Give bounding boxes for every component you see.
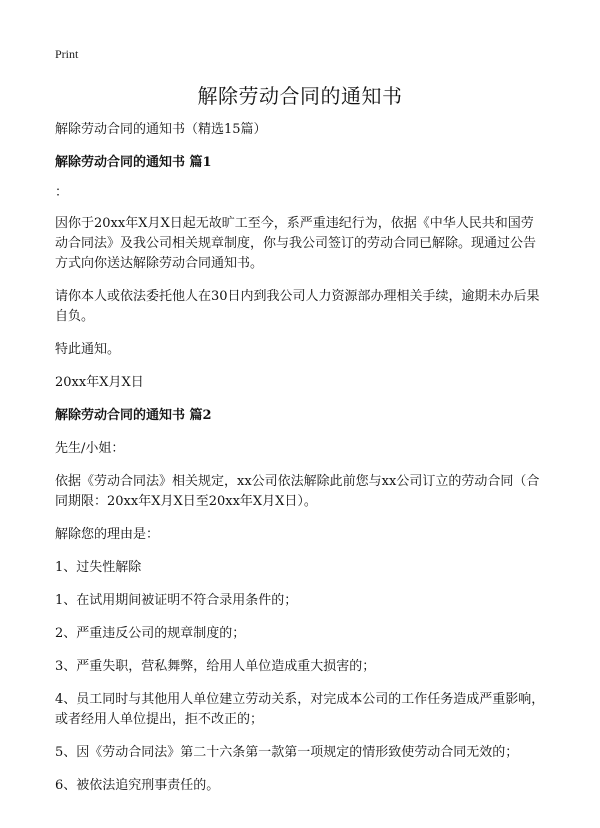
section-1-colon: ： [55, 185, 69, 200]
list-item: 6、被依法追究刑事责任的。 [55, 778, 220, 793]
document-title: 解除劳动合同的通知书 [197, 84, 403, 108]
section-1-date: 20xx年X月X日 [55, 375, 144, 390]
list-item: 1、在试用期间被证明不符合录用条件的； [55, 593, 298, 608]
section-1-paragraph-3: 特此通知。 [55, 342, 121, 357]
document-subtitle: 解除劳动合同的通知书（精选15篇） [55, 122, 267, 137]
section-1-heading: 解除劳动合同的通知书 篇1 [55, 155, 212, 170]
section-1-paragraph-2: 请你本人或依法委托他人在30日内到我公司人力资源部办理相关手续，逾期未办后果自负。 [55, 289, 540, 324]
print-label[interactable]: Print [55, 47, 79, 61]
section-2-reasons-intro: 解除您的理由是： [55, 527, 160, 542]
section-1-paragraph-1: 因你于20xx年X月X日起无故旷工至今，系严重违纪行为，依据《中华人民共和国劳动合同法》及我公司相关规章制度，你与我公司签订的劳动合同已解除。现通过公告方式向你送达解除劳动合同通知书。 [55, 216, 537, 271]
list-item: 4、员工同时与其他用人单位建立劳动关系，对完成本公司的工作任务造成严重影响，或者经用人单位提出，拒不改正的； [55, 692, 545, 727]
section-2-paragraph-1: 依据《劳动合同法》相关规定，xx公司依法解除此前您与xx公司订立的劳动合同（合同期限：20xx年X月X日至20xx年X月X日）。 [55, 474, 540, 509]
section-2-salutation: 先生/小姐： [55, 441, 125, 456]
section-2-category: 1、过失性解除 [55, 560, 142, 575]
list-item: 2、严重违反公司的规章制度的； [55, 626, 246, 641]
document-body [55, 120, 545, 809]
list-item: 3、严重失职，营私舞弊，给用人单位造成重大损害的； [55, 659, 376, 674]
list-item: 5、因《劳动合同法》第二十六条第一款第一项规定的情形致使劳动合同无效的； [55, 745, 519, 760]
section-2-heading: 解除劳动合同的通知书 篇2 [55, 408, 212, 423]
